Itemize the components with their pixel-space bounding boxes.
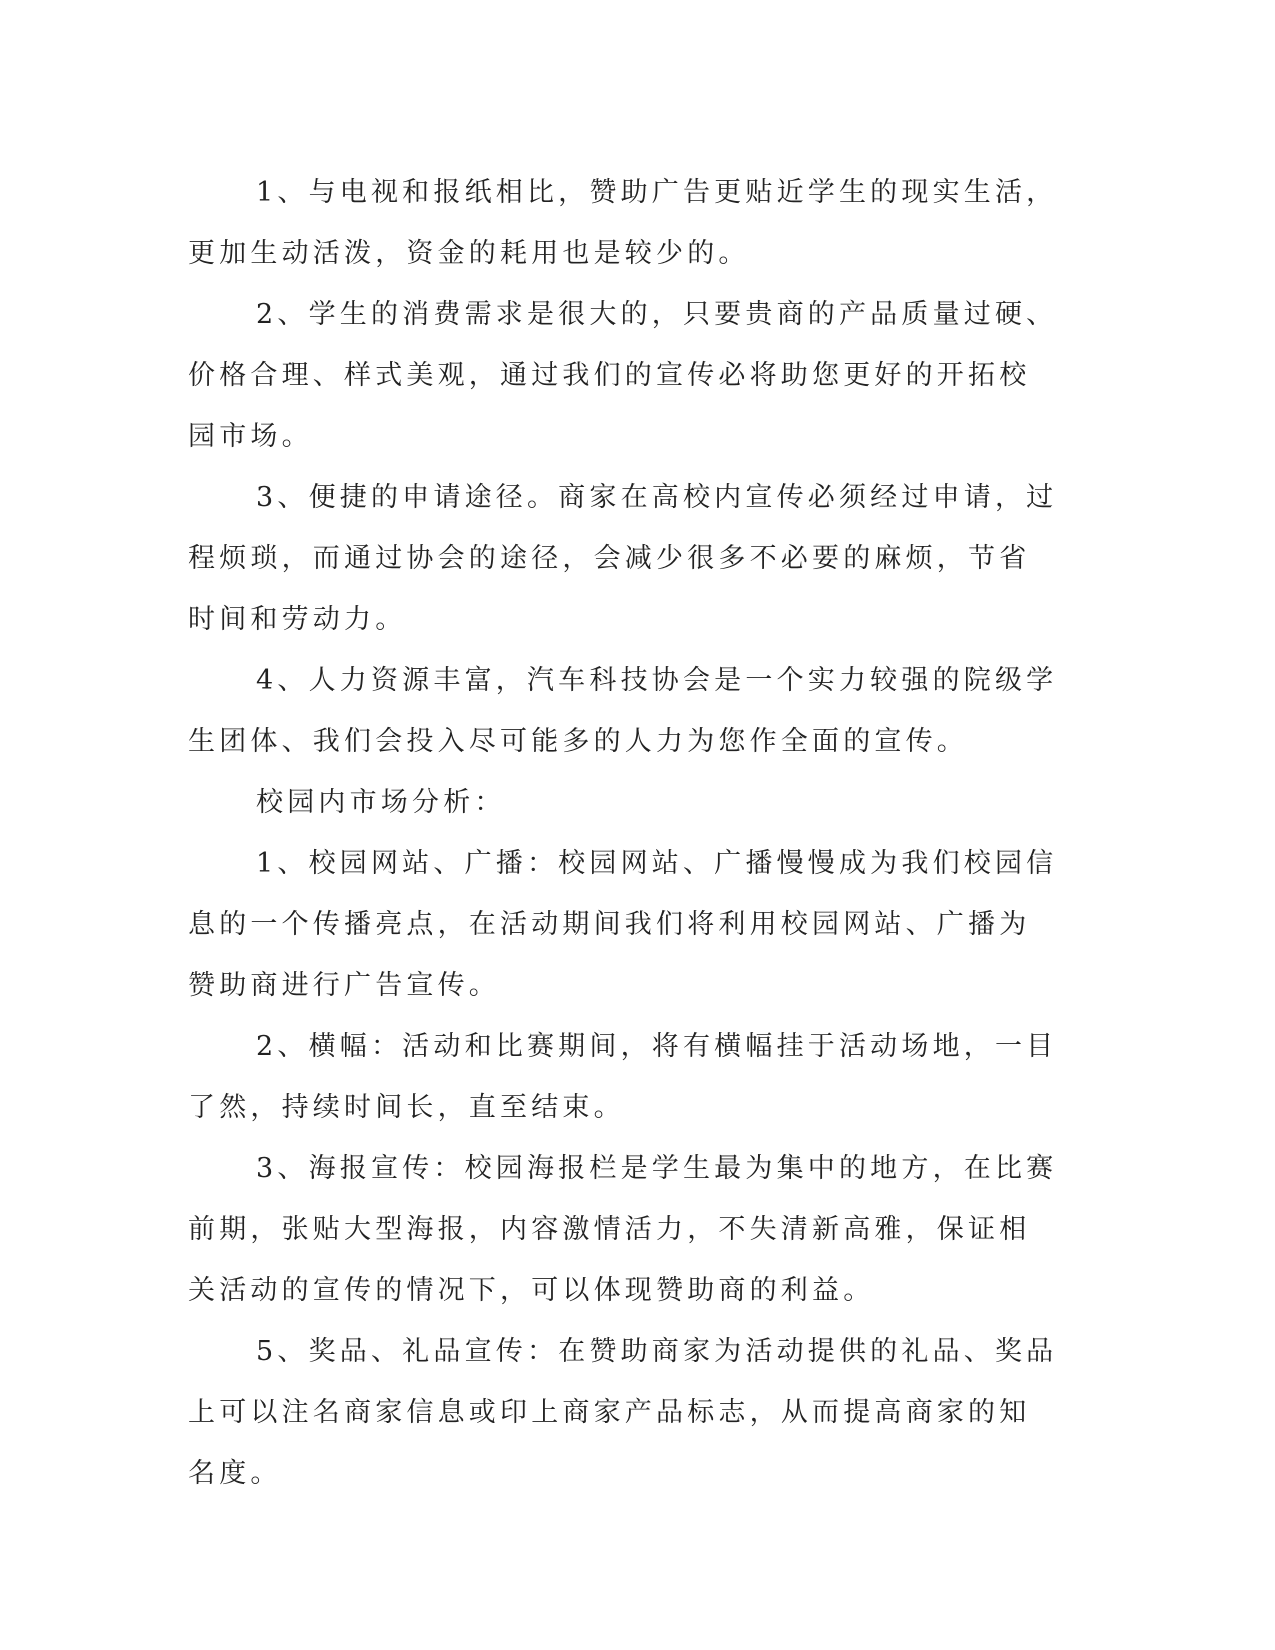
document-body — [188, 162, 1058, 1504]
paragraph-advantage-2: 2、学生的消费需求是很大的，只要贵商的产品质量过硬、价格合理、样式美观，通过我们的宣传必将助您更好的开拓校园市场。 — [188, 299, 1058, 452]
paragraph-advantage-1: 1、与电视和报纸相比，赞助广告更贴近学生的现实生活，更加生动活泼，资金的耗用也是较少的。 — [188, 177, 1058, 269]
paragraph-market-banner: 2、横幅：活动和比赛期间，将有横幅挂于活动场地，一目了然，持续时间长，直至结束。 — [188, 1031, 1058, 1123]
paragraph-market-website-broadcast: 1、校园网站、广播：校园网站、广播慢慢成为我们校园信息的一个传播亮点，在活动期间我们将利用校园网站、广播为赞助商进行广告宣传。 — [188, 848, 1058, 1001]
paragraph-market-poster: 3、海报宣传：校园海报栏是学生最为集中的地方，在比赛前期，张贴大型海报，内容激情活力，不失清新高雅，保证相关活动的宣传的情况下，可以体现赞助商的利益。 — [188, 1153, 1058, 1306]
paragraph-market-prizes-gifts: 5、奖品、礼品宣传：在赞助商家为活动提供的礼品、奖品上可以注名商家信息或印上商家产品标志，从而提高商家的知名度。 — [188, 1336, 1058, 1489]
paragraph-advantage-4: 4、人力资源丰富，汽车科技协会是一个实力较强的院级学生团体、我们会投入尽可能多的人力为您作全面的宣传。 — [188, 665, 1058, 757]
section-heading-market-analysis: 校园内市场分析： — [256, 787, 506, 818]
paragraph-advantage-3: 3、便捷的申请途径。商家在高校内宣传必须经过申请，过程烦琐，而通过协会的途径，会减少很多不必要的麻烦，节省时间和劳动力。 — [188, 482, 1058, 635]
